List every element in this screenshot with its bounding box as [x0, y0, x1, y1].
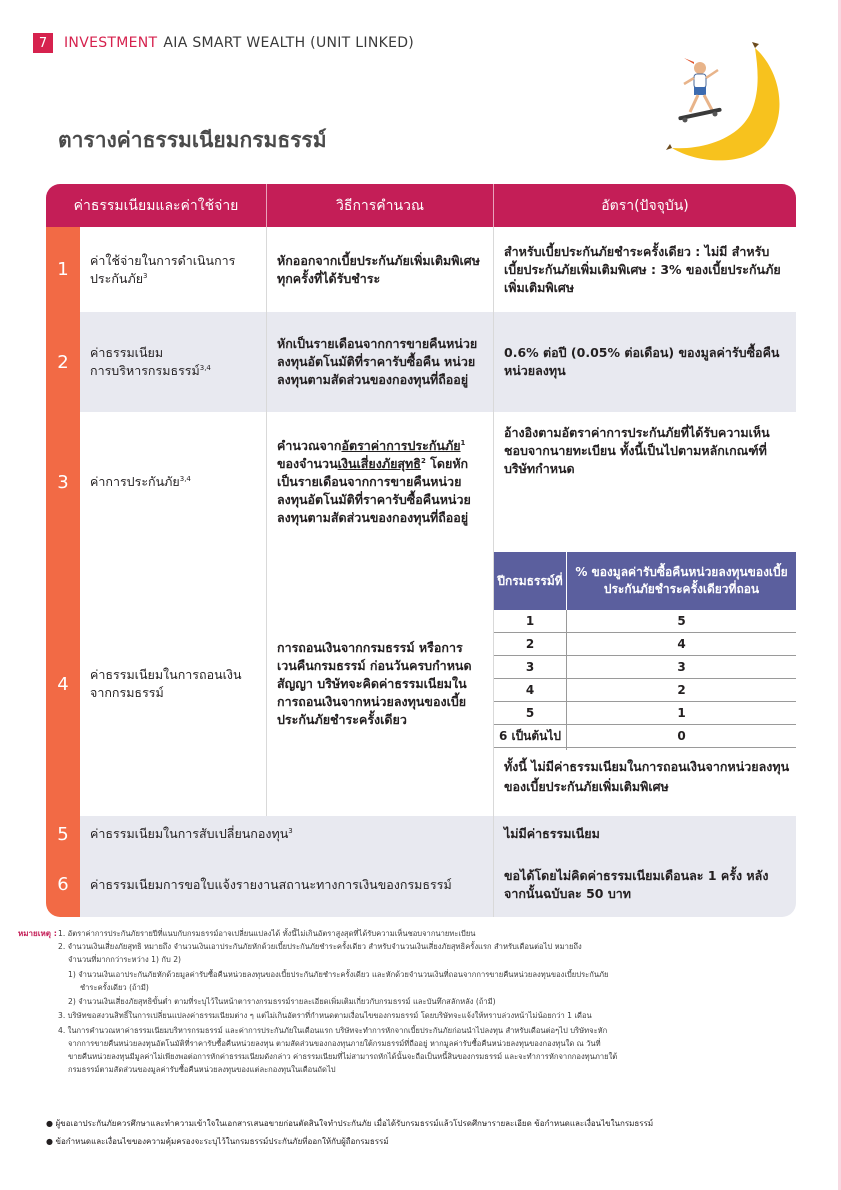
note-line: 1) จำนวนเงินเอาประกันภัยหักด้วยมูลค่ารับซื้อคืนหน่วยลงทุนของเบี้ยประกันภัยชำระครั้งเดียว และหักด้วยจำนวนเงินที่ถอนจากการขายคืนหน่วยลงทุนของเบี้ยประกันภัย — [68, 970, 609, 979]
fee-method: คำนวณจากอัตราค่าการประกันภัย$^1$ ของจำนวนเงินเสี่ยงภัยสุทธิ$^2$ โดยหักเป็นรายเดือนจากการขายคืนหน่วยลงทุนอัตโนมัติที่ราคารับซื้อคืนหน่วยลงทุนตามสัดส่วนของกองทุนที่ถืออยู่ — [267, 412, 494, 552]
withdrawal-fee-subtable — [494, 552, 796, 816]
page-title: ตารางค่าธรรมเนียมกรมธรรม์ — [58, 128, 327, 152]
subtable-percent-cell: 1 — [567, 702, 796, 725]
page-header — [33, 33, 414, 53]
row-number: 5 — [46, 816, 80, 852]
fee-rate: สำหรับเบี้ยประกันภัยชำระครั้งเดียว : ไม่มี สำหรับเบี้ยประกันภัยเพิ่มเติมพิเศษ : 3% ของเบี้ยประกันภัยเพิ่มเติมพิเศษ — [504, 243, 781, 295]
subtable-year-cell: 5 — [494, 702, 566, 725]
product-name: AIA SMART WEALTH (UNIT LINKED) — [163, 35, 415, 51]
bullet-item: ● ผู้ขอเอาประกันภัยควรศึกษาและทำความเข้าใจในเอกสารเสนอขายก่อนตัดสินใจทำประกันภัย เมื่อได้รับกรมธรรม์แล้วโปรดศึกษารายละเอียด ข้อกำหนดและเงื่อนไขในกรมธรรม์ — [46, 1119, 654, 1128]
subtable-year-cell: 6 เป็นต้นไป — [494, 725, 566, 748]
banana-skater-illustration — [660, 40, 790, 165]
note-line: ชำระครั้งเดียว (ถ้ามี) — [80, 983, 149, 992]
row-number: 3 — [46, 412, 80, 552]
fee-name: ค่าธรรมเนียมในการสับเปลี่ยนกองทุน$^3$ — [80, 816, 494, 852]
bullet-item: ● ข้อกำหนดและเงื่อนไขของความคุ้มครองจะระบุไว้ในกรมธรรม์ประกันภัยที่ออกให้กับผู้ถือกรมธรรม์ — [46, 1137, 389, 1146]
subtable-percent-cell: 2 — [567, 679, 796, 702]
subtable-percent-cell: 3 — [567, 656, 796, 679]
row-number: 6 — [46, 852, 80, 917]
subtable-percent-cell: 5 — [567, 610, 796, 633]
header-fee-type: ค่าธรรมเนียมและค่าใช้จ่าย — [46, 184, 267, 227]
note-line: กรมธรรม์ตามสัดส่วนของมูลค่ารับซื้อคืนหน่วยลงทุนของแต่ละกองทุนในเดือนถัดไป — [68, 1065, 336, 1074]
note-line: 2) จำนวนเงินเสี่ยงภัยสุทธิขั้นต่ำ ตามที่ระบุไว้ในหน้าตารางกรมธรรม์รายละเอียดเพิ่มเติมเกี่ยวกับกรมธรรม์ และบันทึกสลักหลัง (ถ้ามี) — [68, 997, 496, 1006]
fee-table — [46, 184, 796, 917]
row-number: 4 — [46, 552, 80, 816]
fee-rate: ไม่มีค่าธรรมเนียม — [504, 826, 600, 841]
insurance-rate-link: อัตราค่าการประกันภัย — [341, 438, 461, 453]
note-line: จากการขายคืนหน่วยลงทุนอัตโนมัติที่ราคารับซื้อคืนหน่วยลงทุน ตามสัดส่วนของกองทุนภายใต้กรมธรรม์ที่ถืออยู่ หากมูลค่ารับซื้อคืนหน่วยลงทุนของกองทุนใด ณ วันที่ — [68, 1039, 601, 1048]
fee-name: ค่าการประกันภัย$^{3,4}$ — [80, 412, 267, 552]
page-number: 7 — [33, 33, 53, 53]
subtable-year-cell: 1 — [494, 610, 566, 633]
net-sum-at-risk-link: เงินเสี่ยงภัยสุทธิ — [337, 456, 421, 471]
fee-rate: 0.6% ต่อปี (0.05% ต่อเดือน) ของมูลค่ารับซื้อคืนหน่วยลงทุน — [504, 345, 780, 378]
subtable-year-cell: 4 — [494, 679, 566, 702]
row-number: 1 — [46, 227, 80, 312]
fee-name: ค่าธรรมเนียมการขอใบแจ้งรายงานสถานะทางการเงินของกรมธรรม์ — [80, 852, 494, 917]
fee-method: หักออกจากเบี้ยประกันภัยเพิ่มเติมพิเศษ ทุกครั้งที่ได้รับชำระ — [267, 227, 494, 312]
fee-name: ค่าธรรมเนียม การบริหารกรมธรรม์$^{3,4}$ — [80, 312, 267, 412]
note-line: 4. ในการคำนวณหาค่าธรรมเนียมบริหารกรมธรรม์ และค่าการประกันภัยในเดือนแรก บริษัทจะทำการหักจากเบี้ยประกันภัยก่อนนำไปลงทุน สำหรับเดือนต่อๆไป บริษัทจะหัก — [58, 1026, 608, 1035]
subtable-percent-cell: 0 — [567, 725, 796, 748]
note-line: 1. อัตราค่าการประกันภัยรายปีที่แนบกับกรมธรรม์อาจเปลี่ยนแปลงได้ ทั้งนี้ไม่เกินอัตราสูงสุดที่ได้รับความเห็นชอบจากนายทะเบียน — [58, 929, 476, 938]
subtable-year-cell: 3 — [494, 656, 566, 679]
subtable-header-year: ปีกรมธรรม์ที่ — [494, 552, 567, 610]
fee-method: การถอนเงินจากกรมธรรม์ หรือการเวนคืนกรมธรรม์ ก่อนวันครบกำหนดสัญญา บริษัทจะคิดค่าธรรมเนียมในการถอนเงินจากหน่วยลงทุนของเบี้ยประกันภัยชำระครั้งเดียว — [267, 552, 494, 816]
brand-label: INVESTMENT — [64, 35, 158, 51]
fee-rate: ขอได้โดยไม่คิดค่าธรรมเนียมเดือนละ 1 ครั้ง หลังจากนั้นฉบับละ 50 บาท — [504, 867, 769, 901]
fee-name: ค่าใช้จ่ายในการดำเนินการ ประกันภัย$^3$ — [80, 227, 267, 312]
row-number: 2 — [46, 312, 80, 412]
header-calculation: วิธีการคำนวณ — [267, 184, 494, 227]
note-line: จำนวนที่มากกว่าระหว่าง 1) กับ 2) — [68, 955, 182, 964]
fee-name: ค่าธรรมเนียมในการถอนเงิน จากกรมธรรม์ — [80, 552, 267, 816]
note-line: ขายคืนหน่วยลงทุนมีมูลค่าไม่เพียงพอต่อการหักค่าธรรมเนียมดังกล่าว ค่าธรรมเนียมที่ไม่สามารถหักได้นั้นจะถือเป็นหนี้สินของกรมธรรม์ และจะทำการหักจากกองทุนภายใต้ — [68, 1052, 618, 1061]
fee-rate: อ้างอิงตามอัตราค่าการประกันภัยที่ได้รับความเห็นชอบจากนายทะเบียน ทั้งนี้เป็นไปตามหลักเกณฑ์ที่บริษัทกำหนด — [504, 425, 770, 476]
withdrawal-fee-note: ทั้งนี้ ไม่มีค่าธรรมเนียมในการถอนเงินจากหน่วยลงทุนของเบี้ยประกันภัยเพิ่มเติมพิเศษ — [504, 759, 790, 794]
subtable-header-percent: % ของมูลค่ารับซื้อคืนหน่วยลงทุนของเบี้ยประกันภัยชำระครั้งเดียวที่ถอน — [567, 552, 796, 610]
notes-label: หมายเหตุ : — [18, 929, 57, 938]
subtable-percent-cell: 4 — [567, 633, 796, 656]
subtable-year-cell: 2 — [494, 633, 566, 656]
note-line: 3. บริษัทขอสงวนสิทธิ์ในการเปลี่ยนแปลงค่าธรรมเนียมต่าง ๆ แต่ไม่เกินอัตราที่กำหนดตามเงื่อนไขของกรมธรรม์ โดยบริษัทจะแจ้งให้ทราบล่วงหน้าไม่น้อยกว่า 1 เดือน — [58, 1011, 592, 1020]
note-line: 2. จำนวนเงินเสี่ยงภัยสุทธิ หมายถึง จำนวนเงินเอาประกันภัยหักด้วยเบี้ยประกันภัยชำระครั้งเดียว สำหรับจำนวนเงินเสี่ยงภัยสุทธิครั้งแรก สำหรับเดือนต่อไป หมายถึง — [58, 942, 582, 951]
disclaimer-bullets — [46, 1115, 806, 1151]
header-rate: อัตรา(ปัจจุบัน) — [494, 184, 796, 227]
fee-method: หักเป็นรายเดือนจากการขายคืนหน่วยลงทุนอัตโนมัติที่ราคารับซื้อคืน หน่วยลงทุนตามสัดส่วนของกองทุนที่ถืออยู่ — [267, 312, 494, 412]
